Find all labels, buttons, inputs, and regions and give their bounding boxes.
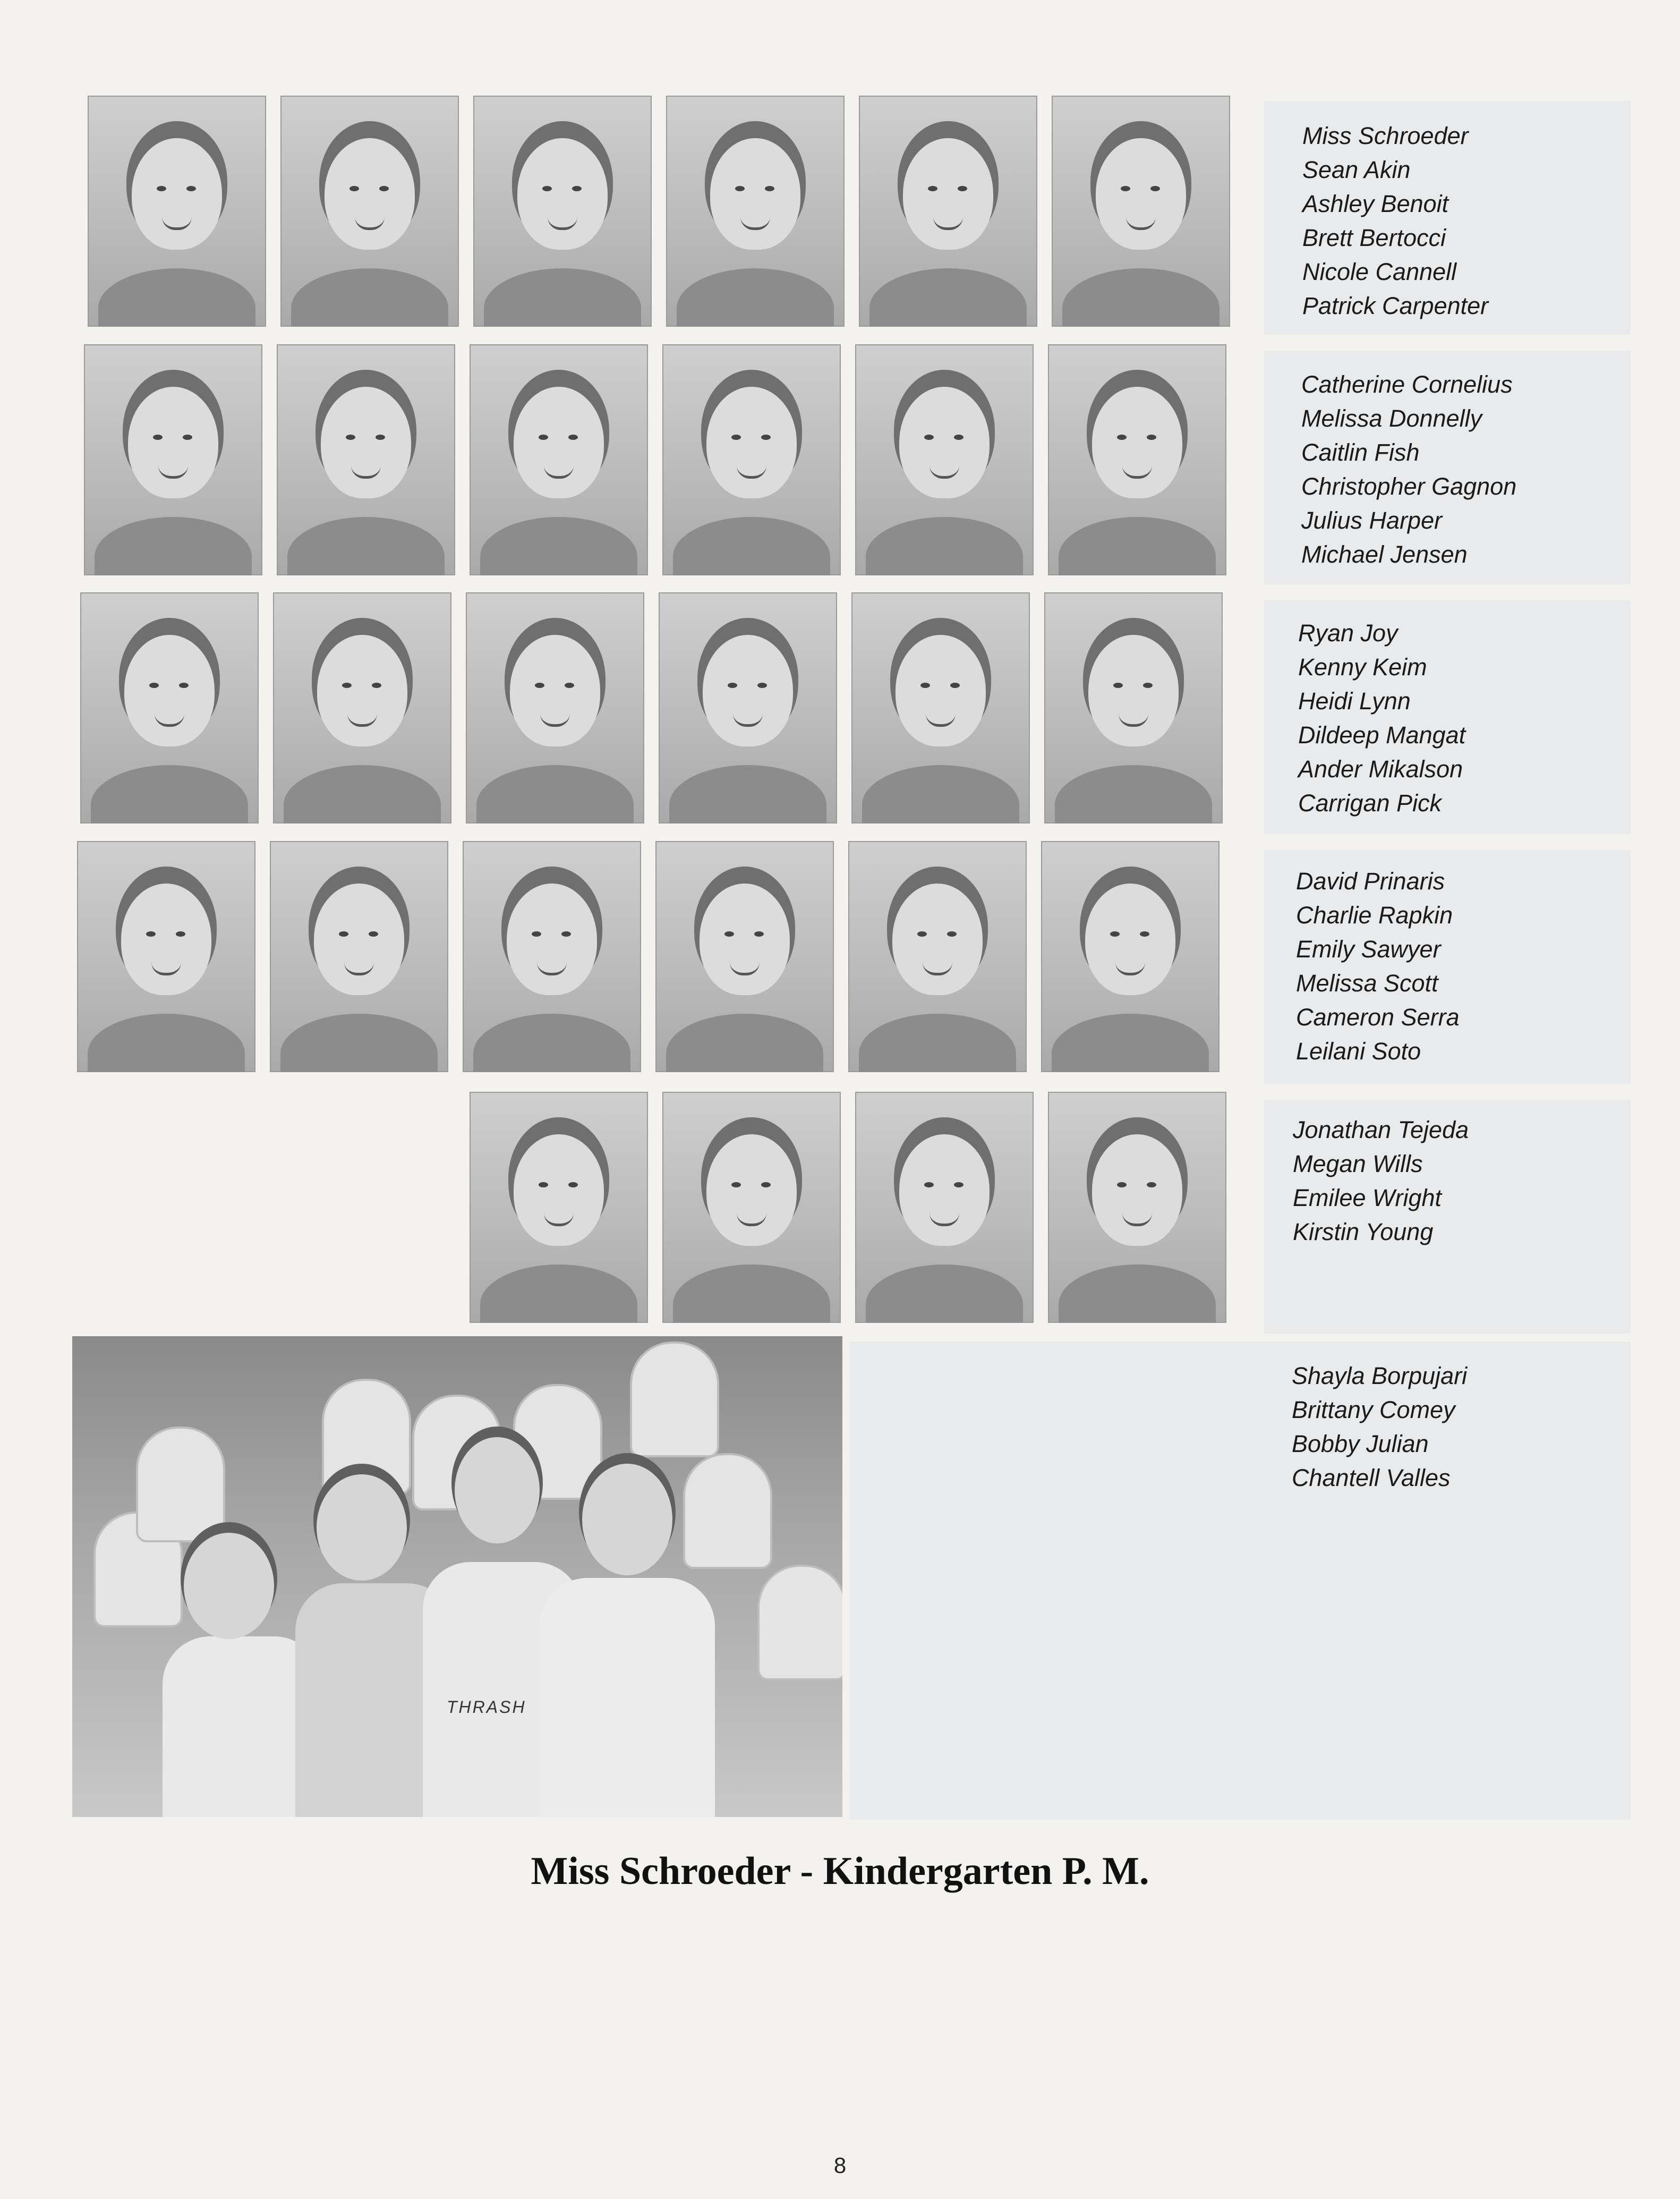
bulletin-board-basket	[630, 1342, 719, 1457]
student-portrait	[855, 344, 1034, 575]
student-portrait	[1052, 96, 1230, 327]
bulletin-board-basket	[757, 1565, 842, 1680]
student-portrait	[280, 96, 459, 327]
child-head	[455, 1437, 540, 1543]
student-name: Catherine Cornelius	[1301, 371, 1513, 398]
student-name: Leilani Soto	[1296, 1038, 1421, 1065]
student-portrait	[1048, 1092, 1226, 1323]
student-portrait	[666, 96, 845, 327]
student-name: Emily Sawyer	[1296, 936, 1441, 963]
student-name: Brittany Comey	[1292, 1396, 1455, 1423]
student-name: Megan Wills	[1293, 1150, 1423, 1177]
student-name: Caitlin Fish	[1301, 439, 1420, 466]
group-photo-names	[1292, 1359, 1467, 1495]
student-portrait	[77, 841, 255, 1072]
page-number: 8	[833, 2153, 847, 2178]
group-photo	[72, 1336, 842, 1817]
names-list-row-1	[1302, 119, 1488, 323]
child-figure	[540, 1578, 715, 1817]
student-name: Kenny Keim	[1298, 653, 1427, 681]
student-name: Ryan Joy	[1298, 619, 1398, 647]
student-portrait	[470, 344, 648, 575]
student-portrait	[463, 841, 641, 1072]
portrait-row-5	[470, 1092, 1226, 1323]
portrait-row-4	[77, 841, 1220, 1072]
page-caption: Miss Schroeder - Kindergarten P. M.	[531, 1849, 1149, 1893]
student-portrait	[662, 1092, 841, 1323]
student-name: Michael Jensen	[1301, 541, 1468, 568]
student-name: Emilee Wright	[1293, 1184, 1442, 1211]
student-name: Melissa Donnelly	[1301, 405, 1482, 432]
student-portrait	[848, 841, 1027, 1072]
student-portrait	[859, 96, 1037, 327]
student-name: Jonathan Tejeda	[1293, 1116, 1469, 1143]
student-name: Shayla Borpujari	[1292, 1362, 1468, 1389]
names-list-row-5	[1293, 1113, 1469, 1249]
student-name: Heidi Lynn	[1298, 687, 1411, 715]
student-name: Julius Harper	[1301, 507, 1443, 534]
student-name: Brett Bertocci	[1302, 224, 1446, 251]
student-name: Patrick Carpenter	[1302, 292, 1489, 319]
bulletin-board-basket	[683, 1453, 772, 1569]
portrait-row-2	[84, 344, 1226, 575]
student-name: Christopher Gagnon	[1301, 473, 1517, 500]
student-portrait	[655, 841, 834, 1072]
student-portrait	[84, 344, 262, 575]
portrait-row-3	[80, 592, 1223, 823]
student-portrait	[855, 1092, 1034, 1323]
student-portrait	[80, 592, 259, 823]
student-name: Kirstin Young	[1293, 1218, 1434, 1245]
student-name: Nicole Cannell	[1302, 258, 1457, 285]
student-name: Miss Schroeder	[1302, 122, 1469, 149]
student-name: Charlie Rapkin	[1296, 902, 1453, 929]
student-portrait	[1041, 841, 1220, 1072]
bulletin-board-basket	[136, 1427, 225, 1542]
names-list-row-3	[1298, 616, 1465, 820]
student-name: Chantell Valles	[1292, 1464, 1451, 1491]
student-name: Ashley Benoit	[1302, 190, 1449, 217]
student-portrait	[273, 592, 451, 823]
portrait-row-1	[88, 96, 1230, 327]
student-portrait	[466, 592, 644, 823]
student-name: David Prinaris	[1296, 868, 1445, 895]
child-head	[317, 1474, 407, 1581]
student-name: Dildeep Mangat	[1298, 721, 1466, 749]
child-head	[582, 1464, 672, 1575]
student-portrait	[1048, 344, 1226, 575]
student-name: Ander Mikalson	[1298, 755, 1463, 783]
student-portrait	[277, 344, 455, 575]
shirt-text: THRASH	[447, 1697, 526, 1717]
child-head	[184, 1533, 274, 1639]
student-name: Carrigan Pick	[1298, 789, 1442, 817]
student-portrait	[1044, 592, 1223, 823]
group-names-panel-background	[850, 1342, 1631, 1820]
student-name: Sean Akin	[1302, 156, 1411, 183]
student-portrait	[470, 1092, 648, 1323]
student-name: Melissa Scott	[1296, 970, 1438, 997]
student-portrait	[88, 96, 266, 327]
student-portrait	[851, 592, 1030, 823]
student-portrait	[473, 96, 652, 327]
names-list-row-2	[1301, 368, 1516, 572]
student-portrait	[270, 841, 448, 1072]
names-list-row-4	[1296, 864, 1460, 1068]
student-name: Cameron Serra	[1296, 1004, 1460, 1031]
student-portrait	[662, 344, 841, 575]
student-name: Bobby Julian	[1292, 1430, 1429, 1457]
student-portrait	[659, 592, 837, 823]
